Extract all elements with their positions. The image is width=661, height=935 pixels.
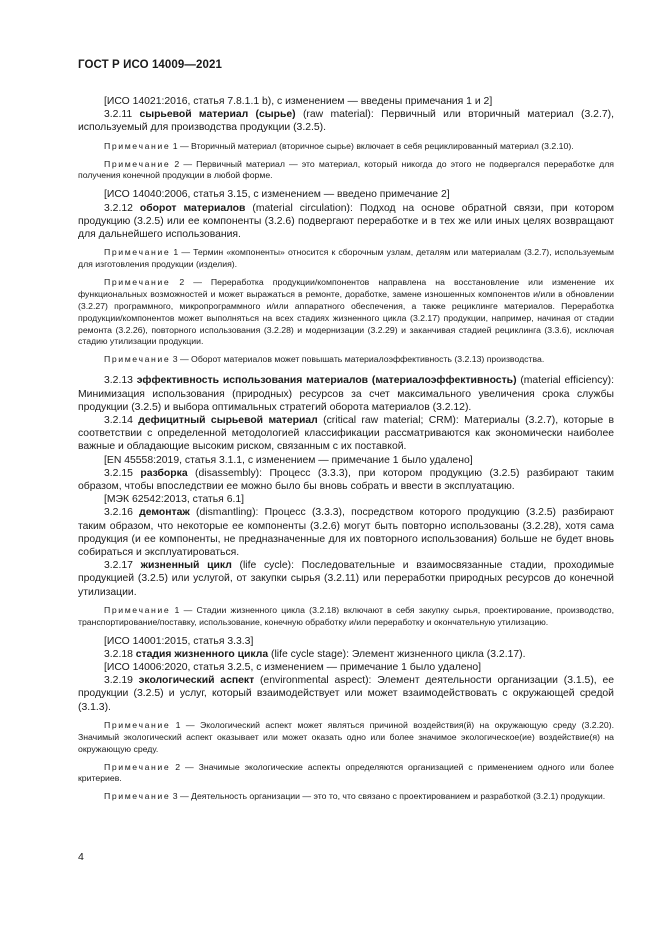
note: Примечание 2 — Значимые экологические аспекты определяются организацией с применением одного или более критериев. bbox=[78, 761, 614, 784]
term-title: демонтаж bbox=[139, 507, 190, 519]
term-title: экологический аспект bbox=[138, 675, 255, 687]
note-label: Примечание bbox=[104, 791, 171, 802]
page-number: 4 bbox=[78, 851, 84, 863]
term-title: жизненный цикл bbox=[140, 560, 232, 572]
term-3-2-17: 3.2.17 жизненный цикл (life cycle): Последовательные и взаимосвязанные стадии, проходимые продукцией (3.2.5) или услугой, от закупки сырья (3.2.11) или переработки природных ресурсов до конечной утилизации. bbox=[78, 560, 614, 598]
note: Примечание 2 — Первичный материал — это материал, который никогда до этого не подвергался переработке для получения конечной продукции в любой форме. bbox=[78, 158, 614, 181]
note-label: Примечание bbox=[104, 247, 171, 258]
term-3-2-11: 3.2.11 сырьевой материал (сырье) (raw material): Первичный или вторичный материал (3.2.7), используемый для производства продукции (3.2.5). bbox=[78, 109, 614, 134]
term-3-2-15: 3.2.15 разборка (disassembly): Процесс (3.3.3), при котором продукцию (3.2.5) разбирают таким образом, чтобы впоследствии ее можно было бы вновь собрать и ввести в эксплуатацию. bbox=[78, 467, 614, 492]
source-reference: [ИСО 14021:2016, статья 7.8.1.1 b), с изменением — введены примечания 1 и 2] bbox=[104, 96, 493, 107]
note-label: Примечание bbox=[104, 354, 171, 365]
note: Примечание 2 — Переработка продукции/компонентов направлена на восстановление или изменение их функциональных возможностей и может выражаться в ремонте, доработке, замене изношенных компонентов и/или в обновлении (3.2.27) программного, микропрограммного и/или аппаратного обеспечения, а также рециклинге материалов. Переработка продукции/компонентов может выполняться на всех стадиях жизненного цикла (3.2.17) продукции, например, начиная от стадии ремонта (3.2.26), повторного использования (3.2.28) и модернизации (3.2.29) и заканчивая стадией рециклинга (3.3.6), исключая стадию утилизации продукции. bbox=[78, 276, 614, 347]
note-label: Примечание bbox=[104, 761, 171, 772]
note: Примечание 3 — Оборот материалов может повышать материалоэффективность (3.2.13) производства. bbox=[104, 354, 545, 365]
note-label: Примечание bbox=[104, 719, 171, 730]
term-3-2-12: 3.2.12 оборот материалов (material circulation): Подход на основе обратной связи, при котором продукцию (3.2.5) или ее компоненты (3.2.6) подвергают переработке и в тех же или иных целях возвращают для дальнейшего использования. bbox=[78, 202, 614, 240]
source-reference: [ИСО 14040:2006, статья 3.15, с изменением — введено примечание 2] bbox=[104, 189, 450, 201]
note-label: Примечание bbox=[104, 140, 171, 151]
term-title: дефицитный сырьевой материал bbox=[138, 414, 318, 426]
term-title: оборот материалов bbox=[139, 202, 246, 214]
note: Примечание 1 — Термин «компоненты» относится к сборочным узлам, деталям или материалам (3.2.7), используемым для изготовления продукции (изделия). bbox=[78, 247, 614, 270]
note-label: Примечание bbox=[104, 276, 171, 287]
term-3-2-16: 3.2.16 демонтаж (dismantling): Процесс (3.3.3), посредством которого продукцию (3.2.5) разбирают таким образом, что некоторые ее компоненты (3.2.6) могут быть повторно использованы (3.2.28), хотя сама продукция (и ее компоненты, не предназначенные для их повторного использования) больше не будет вновь собираться и эксплуатироваться. bbox=[78, 507, 614, 558]
source-reference: [ИСО 14001:2015, статья 3.3.3] bbox=[104, 635, 254, 647]
term-title: сырьевой материал (сырье) bbox=[139, 109, 296, 121]
source-reference: [ИСО 14006:2020, статья 3.2.5, с изменением — примечание 1 было удалено] bbox=[104, 661, 481, 673]
term-3-2-14: 3.2.14 дефицитный сырьевой материал (critical raw material; CRM): Материалы (3.2.7), которые в соответствии с определенной методологией классификации рассматриваются как экономически наиболее важные и обладающие высоким риском, связанным с их поставкой. bbox=[78, 414, 615, 453]
term-3-2-13: 3.2.13 эффективность использования материалов (материалоэффективность) (material efficiency): Минимизация использования (природных) ресурсов за счет максимального увеличения срока службы продукции (3.2.5) и выбора оптимальных стратегий оборота материалов (3.2.12). bbox=[78, 375, 614, 413]
source-reference: [МЭК 62542:2013, статья 6.1] bbox=[104, 494, 245, 506]
document-header: ГОСТ Р ИСО 14009—2021 bbox=[78, 59, 223, 71]
note: Примечание 3 — Деятельность организации — это то, что связано с проектированием и разработкой (3.2.1) продукции. bbox=[104, 791, 606, 802]
term-3-2-18: 3.2.18 стадия жизненного цикла (life cycle stage): Элемент жизненного цикла (3.2.17). bbox=[104, 648, 526, 660]
document-body bbox=[78, 95, 614, 803]
note: Примечание 1 — Стадии жизненного цикла (3.2.18) включают в себя закупку сырья, проектирование, производство, транспортирование/поставку, использование, конечную обработку и/или переработку и окончательную утилизацию. bbox=[78, 604, 614, 627]
term-title: разборка bbox=[140, 467, 188, 479]
note: Примечание 1 — Вторичный материал (вторичное сырье) включает в себя рециклированный материал (3.2.10). bbox=[104, 140, 574, 151]
note-label: Примечание bbox=[104, 158, 171, 169]
term-3-2-19: 3.2.19 экологический аспект (environmental aspect): Элемент деятельности организации (3.1.5), ее продукции (3.2.5) и услуг, который взаимодействует или может взаимодействовать с окружающей средой (3.1.3). bbox=[78, 675, 615, 713]
term-title: стадия жизненного цикла bbox=[135, 648, 269, 660]
term-title: эффективность использования материалов (материалоэффективность) bbox=[136, 375, 517, 387]
source-reference: [EN 45558:2019, статья 3.1.1, с изменением — примечание 1 было удалено] bbox=[104, 454, 473, 466]
note: Примечание 1 — Экологический аспект может являться причиной воздействия(й) на окружающую среду (3.2.20). Значимый экологический аспект оказывает или может оказать одно или более значимое экологическое(ие) воздействие(я) на окружающую среду. bbox=[78, 719, 614, 754]
note-label: Примечание bbox=[104, 604, 171, 615]
